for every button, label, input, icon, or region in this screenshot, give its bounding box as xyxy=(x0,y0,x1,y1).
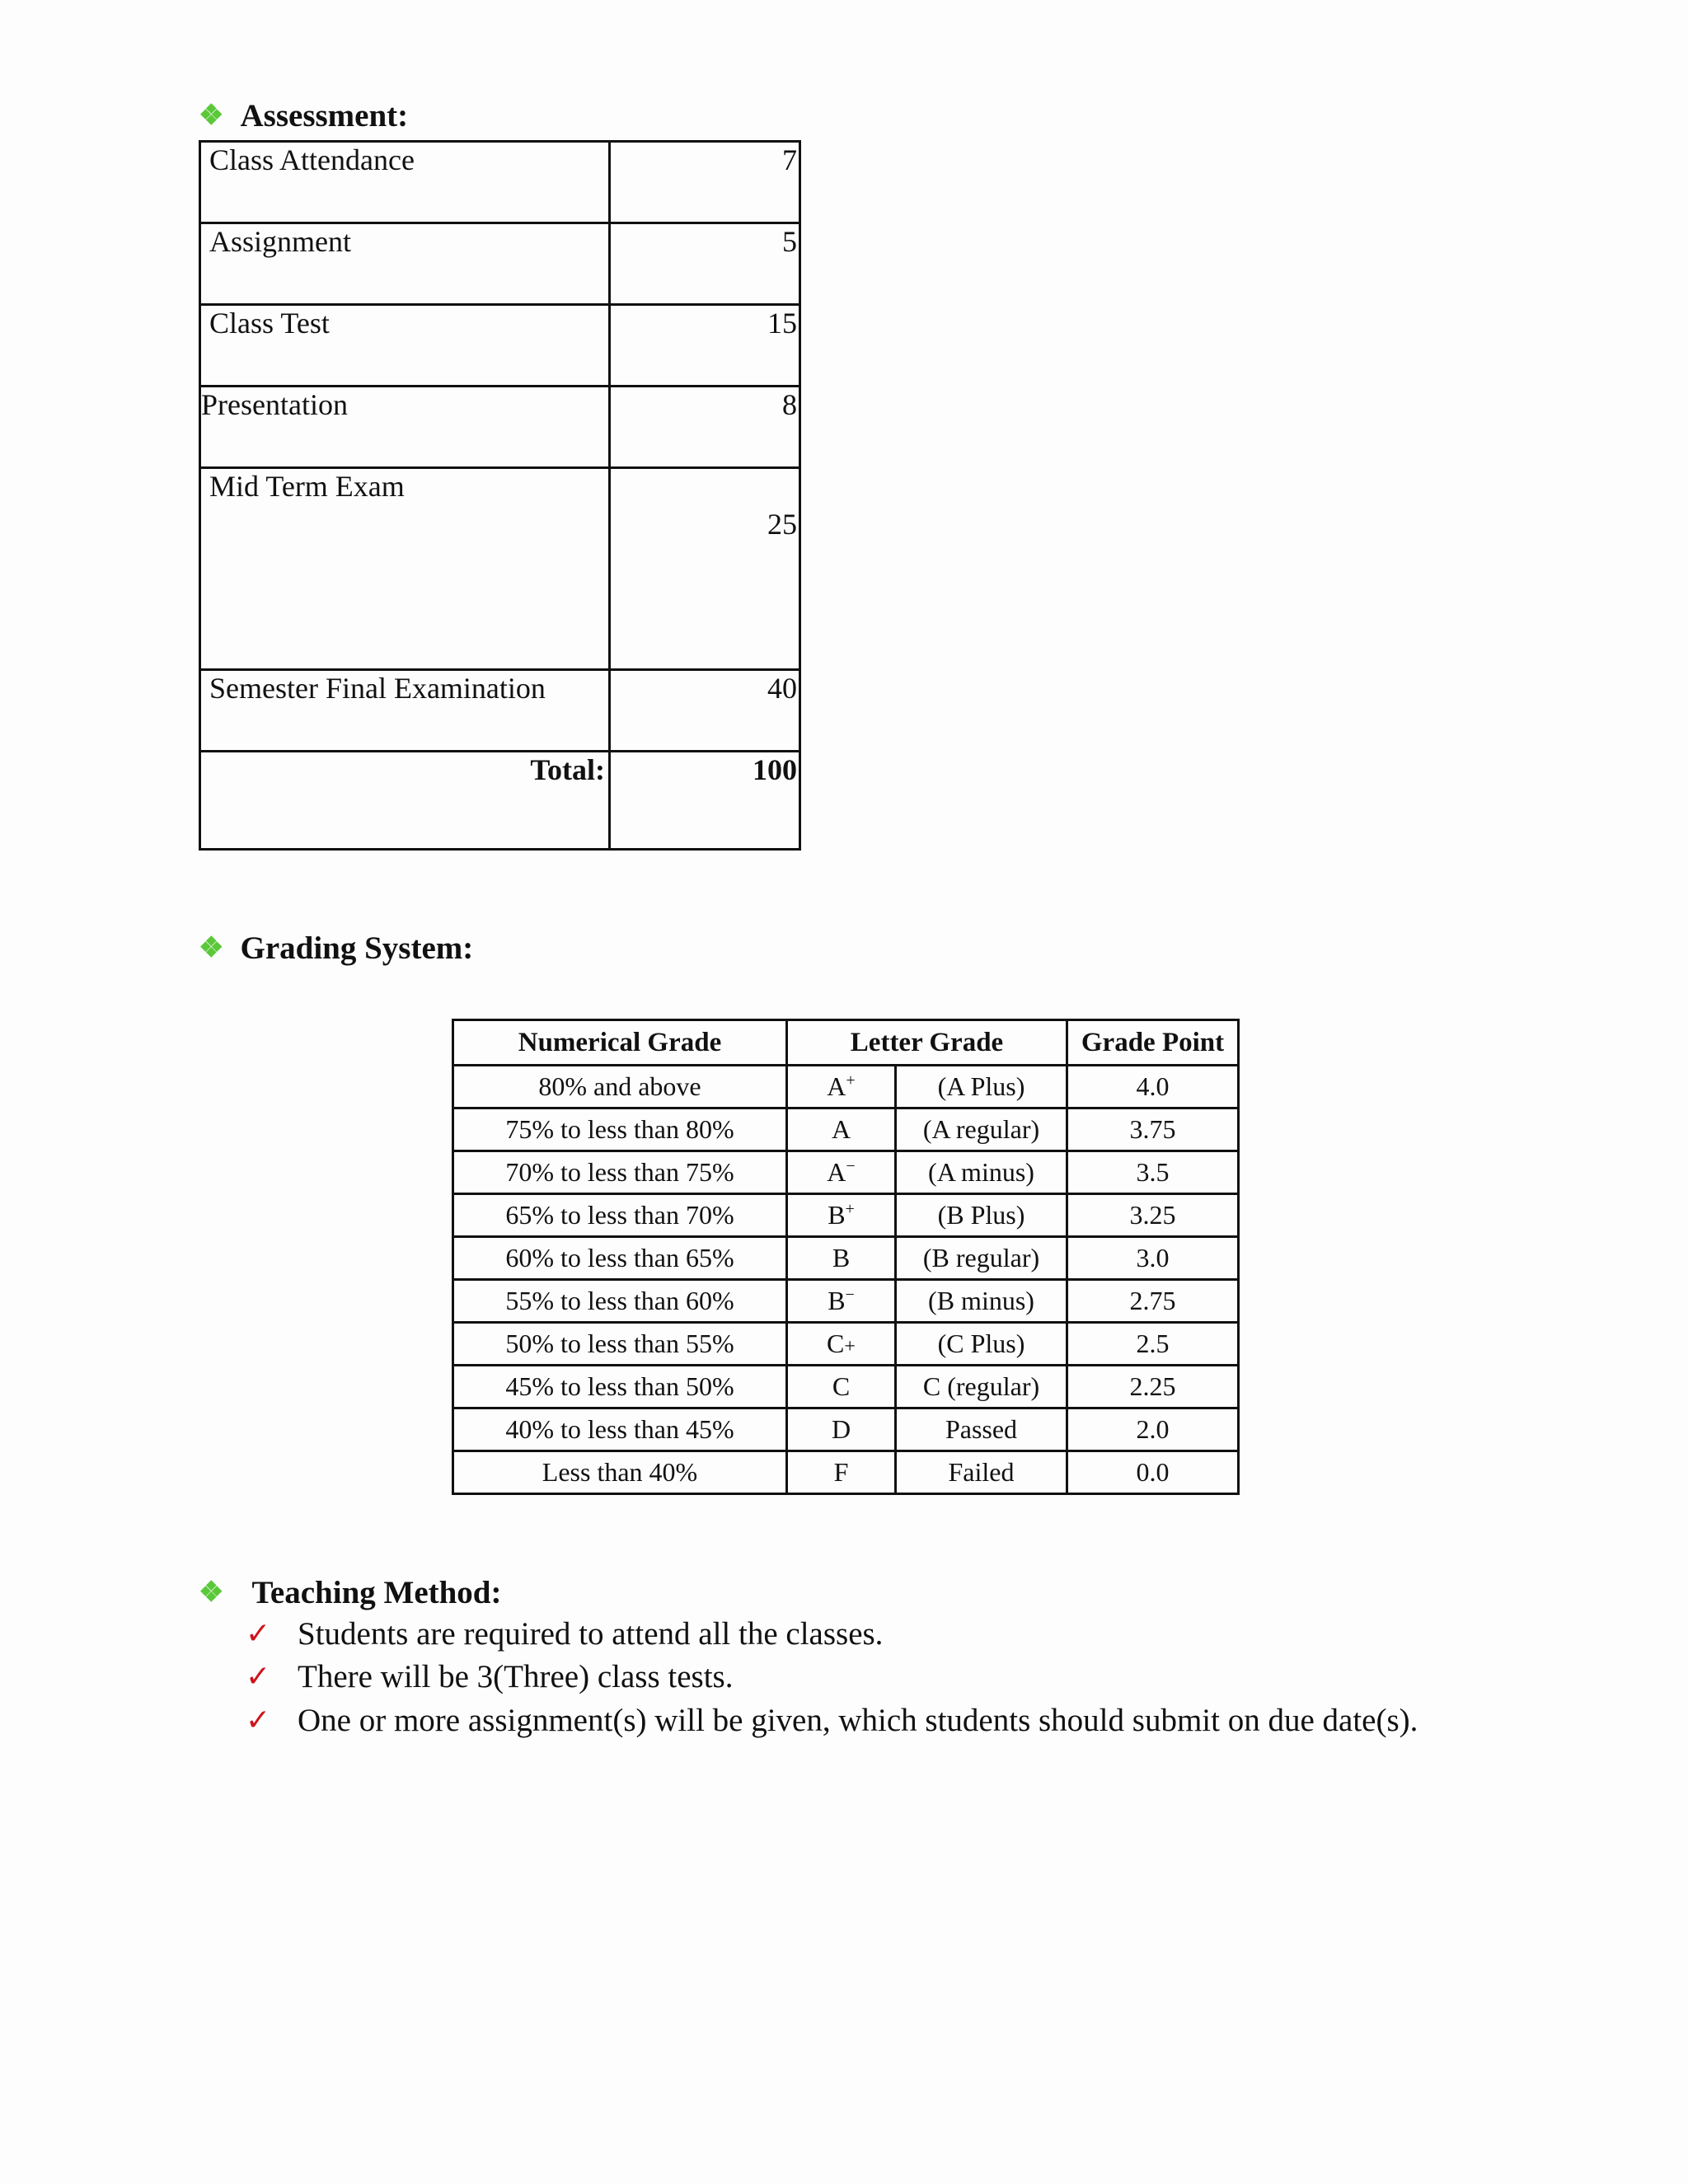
table-row xyxy=(200,468,800,670)
table-row xyxy=(453,1323,1239,1366)
numerical-grade-cell: 45% to less than 50% xyxy=(453,1366,787,1408)
assessment-label: Mid Term Exam xyxy=(200,468,610,670)
letter-grade-cell xyxy=(787,1408,896,1451)
grade-point-cell: 3.75 xyxy=(1067,1108,1239,1151)
letter: A xyxy=(827,1071,846,1101)
letter: C xyxy=(827,1329,845,1358)
letter-grade-cell xyxy=(787,1323,896,1366)
table-row xyxy=(200,305,800,387)
table-row xyxy=(453,1108,1239,1151)
letter: D xyxy=(831,1414,851,1444)
letter: A xyxy=(827,1157,846,1187)
list-item: ✓ There will be 3(Three) class tests. xyxy=(246,1659,734,1695)
letter-desc-cell: (A minus) xyxy=(896,1151,1067,1194)
diamond-bullet-icon: ❖ xyxy=(199,1577,224,1608)
assessment-value: 7 xyxy=(610,142,800,223)
letter: B xyxy=(828,1286,846,1315)
assessment-label: Assignment xyxy=(200,223,610,305)
letter-grade-cell xyxy=(787,1194,896,1237)
total-row xyxy=(200,752,800,850)
assessment-label: Semester Final Examination xyxy=(200,670,610,752)
letter-desc-cell: (A Plus) xyxy=(896,1066,1067,1108)
letter-modifier: + xyxy=(845,1200,855,1218)
col-header-numerical: Numerical Grade xyxy=(453,1020,787,1066)
numerical-grade-cell: 75% to less than 80% xyxy=(453,1108,787,1151)
numerical-grade-cell: Less than 40% xyxy=(453,1451,787,1494)
letter-grade-cell xyxy=(787,1066,896,1108)
grade-point-cell: 0.0 xyxy=(1067,1451,1239,1494)
letter-modifier: − xyxy=(846,1157,856,1175)
letter-grade-cell xyxy=(787,1451,896,1494)
numerical-grade-cell: 60% to less than 65% xyxy=(453,1237,787,1280)
numerical-grade-cell: 80% and above xyxy=(453,1066,787,1108)
col-header-letter: Letter Grade xyxy=(787,1020,1067,1066)
letter-modifier: − xyxy=(845,1286,855,1304)
assessment-value: 25 xyxy=(610,468,800,670)
letter-grade-cell xyxy=(787,1366,896,1408)
table-row xyxy=(453,1151,1239,1194)
letter-desc-cell: (A regular) xyxy=(896,1108,1067,1151)
letter-grade-cell xyxy=(787,1280,896,1323)
checkmark-icon: ✓ xyxy=(246,1660,271,1694)
letter: B xyxy=(828,1200,846,1230)
grade-point-cell: 3.5 xyxy=(1067,1151,1239,1194)
letter-desc-cell: (C Plus) xyxy=(896,1323,1067,1366)
grade-point-cell: 3.0 xyxy=(1067,1237,1239,1280)
letter: B xyxy=(832,1243,851,1272)
table-row xyxy=(200,223,800,305)
assessment-table xyxy=(199,140,801,851)
table-row xyxy=(453,1237,1239,1280)
letter: A xyxy=(831,1114,851,1144)
table-row xyxy=(453,1066,1239,1108)
grading-table xyxy=(452,1019,1240,1495)
checkmark-icon: ✓ xyxy=(246,1616,271,1651)
checkmark-icon: ✓ xyxy=(246,1703,271,1737)
table-row xyxy=(453,1280,1239,1323)
table-row xyxy=(200,142,800,223)
assessment-value: 40 xyxy=(610,670,800,752)
grading-heading: ❖ Grading System: xyxy=(199,930,474,966)
list-item: ✓ One or more assignment(s) will be given, which students should submit on due date(s). xyxy=(246,1702,1418,1738)
numerical-grade-cell: 50% to less than 55% xyxy=(453,1323,787,1366)
col-header-point: Grade Point xyxy=(1067,1020,1239,1066)
total-value: 100 xyxy=(610,752,800,850)
assessment-label: Presentation xyxy=(200,387,610,468)
numerical-grade-cell: 40% to less than 45% xyxy=(453,1408,787,1451)
list-item: ✓ Students are required to attend all the classes. xyxy=(246,1615,884,1652)
numerical-grade-cell: 70% to less than 75% xyxy=(453,1151,787,1194)
letter: C xyxy=(832,1371,851,1401)
letter-desc-cell: C (regular) xyxy=(896,1366,1067,1408)
grade-point-cell: 2.5 xyxy=(1067,1323,1239,1366)
table-row xyxy=(453,1408,1239,1451)
assessment-label: Class Test xyxy=(200,305,610,387)
assessment-value: 8 xyxy=(610,387,800,468)
letter-desc-cell: (B Plus) xyxy=(896,1194,1067,1237)
grade-point-cell: 3.25 xyxy=(1067,1194,1239,1237)
assessment-heading: ❖ Assessment: xyxy=(199,98,409,134)
letter: F xyxy=(833,1457,849,1487)
table-header-row xyxy=(453,1020,1239,1066)
assessment-value: 15 xyxy=(610,305,800,387)
assessment-value: 5 xyxy=(610,223,800,305)
table-row xyxy=(200,670,800,752)
letter-grade-cell xyxy=(787,1151,896,1194)
letter-modifier: + xyxy=(846,1071,856,1090)
teaching-list xyxy=(246,1612,1418,1742)
numerical-grade-cell: 65% to less than 70% xyxy=(453,1194,787,1237)
grade-point-cell: 2.0 xyxy=(1067,1408,1239,1451)
table-row xyxy=(200,387,800,468)
grade-point-cell: 2.25 xyxy=(1067,1366,1239,1408)
table-row xyxy=(453,1451,1239,1494)
grade-point-cell: 4.0 xyxy=(1067,1066,1239,1108)
assessment-label: Class Attendance xyxy=(200,142,610,223)
letter-grade-cell xyxy=(787,1108,896,1151)
total-label: Total: xyxy=(200,752,610,850)
diamond-bullet-icon: ❖ xyxy=(199,100,224,131)
diamond-bullet-icon: ❖ xyxy=(199,932,224,963)
grade-point-cell: 2.75 xyxy=(1067,1280,1239,1323)
table-row xyxy=(453,1194,1239,1237)
numerical-grade-cell: 55% to less than 60% xyxy=(453,1280,787,1323)
letter-desc-cell: Passed xyxy=(896,1408,1067,1451)
teaching-heading: ❖ Teaching Method: xyxy=(199,1575,502,1610)
letter-grade-cell xyxy=(787,1237,896,1280)
letter-desc-cell: (B regular) xyxy=(896,1237,1067,1280)
table-row xyxy=(453,1366,1239,1408)
letter-desc-cell: Failed xyxy=(896,1451,1067,1494)
letter-modifier: + xyxy=(844,1336,856,1357)
letter-desc-cell: (B minus) xyxy=(896,1280,1067,1323)
